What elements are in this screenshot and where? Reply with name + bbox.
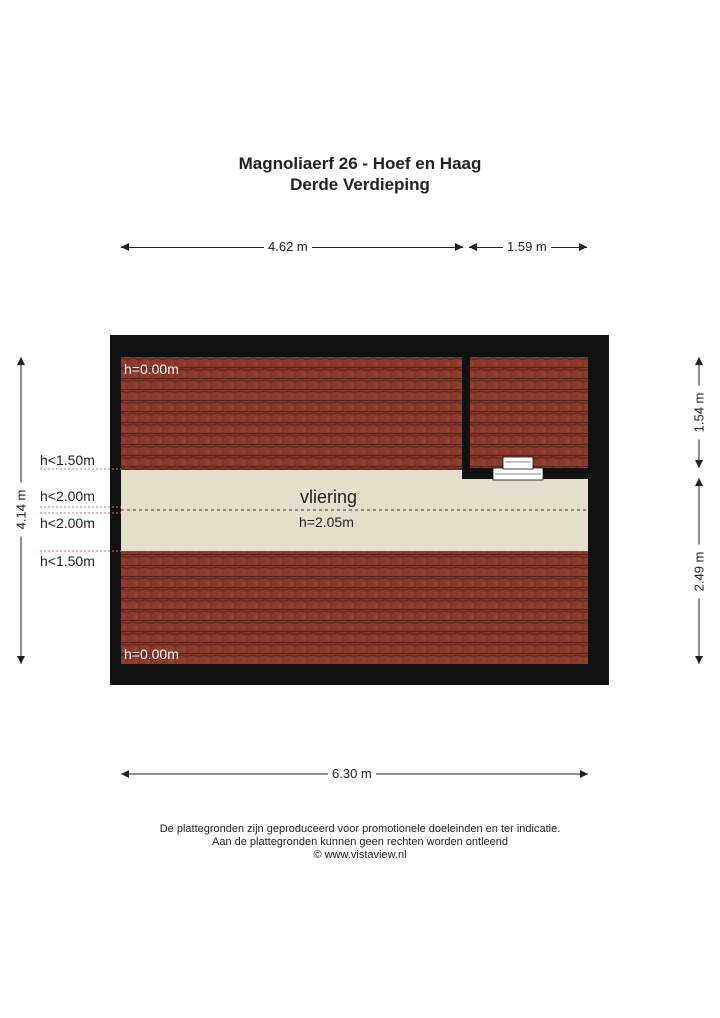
dim-top-right: 1.59 m	[503, 239, 551, 254]
title-address: Magnoliaerf 26 - Hoef en Haag	[238, 154, 482, 173]
height-label-3: h<2.00m	[40, 515, 95, 531]
dim-left: 4.14 m	[14, 483, 29, 537]
footer-line-1: De plattegronden zijn geproduceerd voor promotionele doeleinden en ter indicatie.	[159, 823, 561, 835]
partition-wall-vertical	[462, 353, 470, 479]
roof-bottom	[121, 551, 588, 664]
height-label-4: h<1.50m	[40, 553, 95, 569]
dim-right-top: 1.54 m	[692, 386, 707, 440]
room-name: vliering	[300, 487, 358, 507]
dim-top-left: 4.62 m	[264, 239, 312, 254]
hatch-lid	[503, 457, 533, 469]
roof-height-bottom: h=0.00m	[124, 646, 179, 662]
footer-line-2: Aan de plattegronden kunnen geen rechten worden ontleend	[211, 836, 508, 848]
footer-line-3: © www.vistaview.nl	[313, 849, 407, 861]
roof-top-right	[470, 357, 588, 468]
height-label-2: h<2.00m	[40, 488, 95, 504]
title-floor: Derde Verdieping	[290, 175, 430, 194]
dim-right-bottom: 2.49 m	[692, 545, 707, 599]
roof-height-top: h=0.00m	[124, 361, 179, 377]
dim-bottom: 6.30 m	[328, 766, 376, 781]
room-height: h=2.05m	[299, 514, 354, 530]
height-label-1: h<1.50m	[40, 452, 95, 468]
